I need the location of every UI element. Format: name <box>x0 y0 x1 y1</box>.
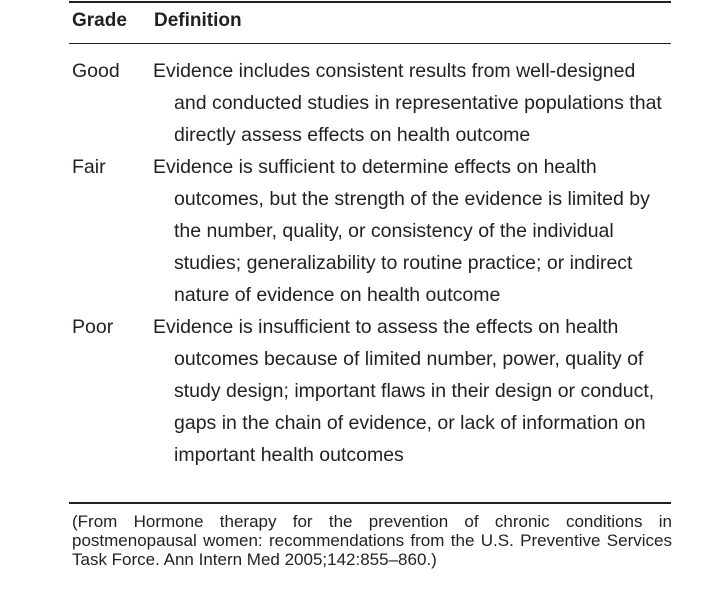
grade-column-header: Grade <box>72 10 127 31</box>
grade-label-good: Good <box>72 60 120 82</box>
definition-good: Evidence includes consistent results from well-designed and conducted studies in representative populations that directly assess effects on health outcome <box>153 60 662 146</box>
table-row-poor <box>69 311 671 471</box>
table-row-good <box>69 55 671 151</box>
table-row-fair <box>69 151 671 311</box>
definition-column-header: Definition <box>154 10 242 31</box>
table-top-rule <box>69 1 671 3</box>
definition-poor: Evidence is insufficient to assess the effects on health outcomes because of limited number, power, quality of study design; important flaws in their design or conduct, gaps in the chain of evidence, or lack of information on important health outcomes <box>153 316 655 466</box>
grade-label-fair: Fair <box>72 156 106 178</box>
source-citation: (From Hormone therapy for the prevention of chronic conditions in postmenopausal women: recommendations from the U.S. Preventive Services Task Force. Ann Intern Med 2005;142:855–860.) <box>72 512 672 569</box>
grade-label-poor: Poor <box>72 316 114 338</box>
definition-fair: Evidence is sufficient to determine effects on health outcomes, but the strength of the evidence is limited by the number, quality, or consistency of the individual studies; generalizability to routine practice; or indirect nature of evidence on health outcome <box>153 156 650 306</box>
table-bottom-rule <box>69 502 671 504</box>
table-header-rule <box>69 43 671 44</box>
table-body <box>69 55 671 471</box>
table-header-row <box>69 9 671 33</box>
